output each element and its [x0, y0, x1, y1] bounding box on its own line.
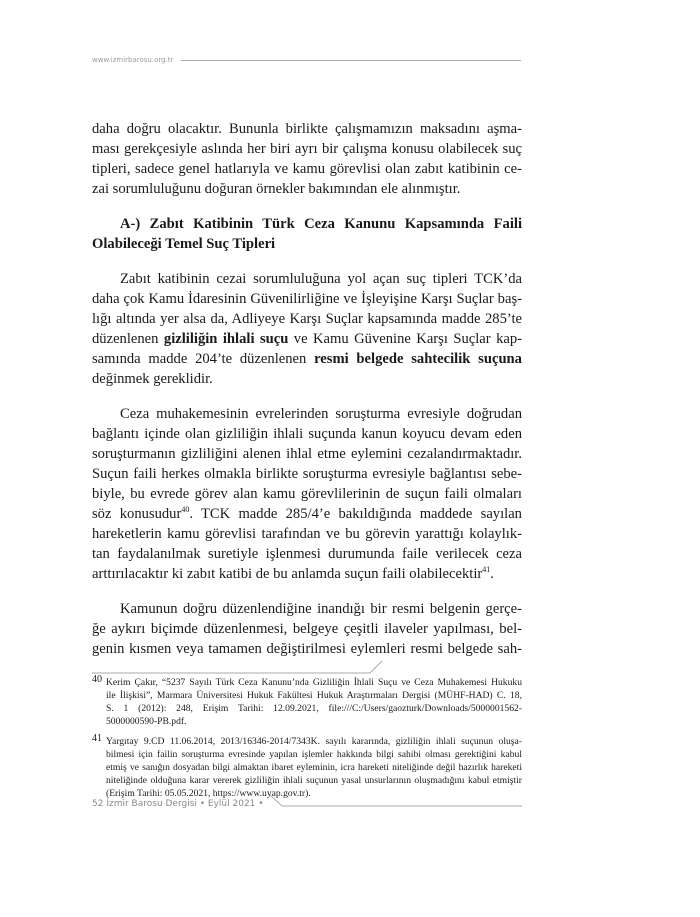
- footnote-line: Kerim Çakır, “5237 Sayılı Türk Ceza Kanunu’nda Gizliliğin İhlali Suçu ve Ceza Muhakemesi Hukuku: [106, 677, 522, 688]
- header-site: www.izmirbarosu.org.tr: [92, 56, 174, 64]
- footnote-separator: [92, 660, 522, 674]
- text-line: [92, 159, 522, 179]
- text-segment: değinmek gereklidir.: [92, 371, 213, 387]
- text-segment: lığı altında yer alsa da, Adliyeye Karşı Suçlar kapsamında madde 285’te: [92, 311, 522, 327]
- text-line: [92, 119, 522, 139]
- paragraph: [92, 269, 522, 389]
- footnote-line: Yargıtay 9.CD 11.06.2014, 2013/16346-2014/7343K. sayılı kararında, gizliliğin ihlali suçunun oluşa-: [106, 736, 522, 747]
- text-segment: A-) Zabıt Katibinin Türk Ceza Kanunu Kapsamında Faili: [120, 216, 522, 232]
- text-segment: Ceza muhakemesinin evrelerinden soruşturma evresiyle doğrudan: [120, 406, 522, 422]
- text-line: [92, 639, 522, 659]
- bold-term: gizliliğin ihlali suçu: [163, 331, 289, 347]
- text-line: [92, 179, 522, 199]
- text-line: [92, 524, 522, 544]
- footer-text: 52 İzmir Barosu Dergisi • Eylül 2021 •: [92, 799, 264, 809]
- footnote-number: 41: [92, 733, 102, 744]
- footnote-line: (Erişim Tarihi: 05.05.2021, https://www.uyap.gov.tr).: [106, 788, 311, 799]
- text-segment: tipleri, sadece genel hatlarıyla ve kamu görevlisi olan zabıt katibinin ce-: [92, 161, 522, 177]
- text-segment: zai sorumluluğunu doğuran örnekler bakımından ele alınmıştır.: [92, 181, 461, 197]
- text-line: [92, 484, 522, 504]
- footnote-line: etmiş ve sanığın dosyadan bilgi almaktan ibaret eyleminin, icra hareketi niteliğinde değil hazırlık hareketi: [106, 762, 522, 773]
- text-segment: .: [490, 566, 494, 582]
- text-line: [92, 289, 522, 309]
- footnote-ref: 41: [482, 565, 491, 575]
- text-segment: . TCK madde 285/4’e bakıldığında maddede sayılan: [189, 506, 522, 522]
- text-line: [92, 619, 522, 639]
- footnote: [92, 735, 522, 800]
- text-segment: ve Kamu Güvenine Karşı Suçlar kap-: [288, 331, 523, 347]
- footnote-line: 5000000590-PB.pdf.: [106, 716, 187, 727]
- paragraph: [92, 404, 522, 584]
- text-line: [92, 269, 522, 289]
- paragraph: [92, 599, 522, 659]
- text-line: [92, 139, 522, 159]
- text-line: [92, 599, 522, 619]
- paragraph: [92, 119, 522, 199]
- text-segment: bağlantı içinde olan gizliliğin ihlali suçunda kanun koyucu devam eden: [92, 426, 522, 442]
- text-line: [92, 444, 522, 464]
- text-segment: arttırılacaktır ki zabıt katibi de bu anlamda suçun faili olabilecektir: [92, 566, 483, 582]
- text-line: [92, 404, 522, 424]
- text-segment: soruşturmanın gizliliğini alenen ihlal etme eylemini cezalandırmaktadır.: [92, 446, 522, 462]
- text-line: [92, 349, 522, 369]
- bold-term: resmi belgede sahtecilik suçuna: [314, 351, 522, 367]
- text-line: [92, 369, 522, 389]
- text-segment: samında madde 204’te düzenlenen: [92, 351, 315, 367]
- text-segment: ğe aykırı biçimde düzenlenmesi, belgeye çeşitli ilaveler yapılması, bel-: [92, 621, 522, 637]
- text-segment: tan faydalanılmak suretiyle işlenmesi durumunda faile verilecek ceza: [92, 546, 522, 562]
- text-segment: Olabileceği Temel Suç Tipleri: [92, 236, 276, 252]
- section-heading: [92, 214, 522, 254]
- footnote: [92, 676, 522, 728]
- text-line: [92, 234, 522, 254]
- text-line: [92, 214, 522, 234]
- footnote-number: 40: [92, 674, 102, 685]
- footnote-line: S. 1 (2012): 248, Erişim Tarihi: 12.09.2021, file:///C:/Users/gaozturk/Downloads/5000001562-: [106, 703, 522, 714]
- text-segment: ması gerekçesiyle aslında her biri ayrı bir çalışma konusu olabilecek suç: [92, 141, 522, 157]
- text-segment: Kamunun doğru düzenlendiğine inandığı bir resmi belgenin gerçe-: [120, 601, 522, 617]
- footnote-line: bilmesi için failin soruşturma evresinde yapılan işlemler hakkında bilgi sahibi olması gerektiğini kabul: [106, 749, 522, 760]
- footer-rule: [270, 794, 522, 808]
- text-segment: söz konusudur: [92, 506, 182, 522]
- text-segment: biyle, bu evrede görev alan kamu görevlilerinin de suçun faili olmaları: [92, 486, 522, 502]
- footnote-ref: 40: [181, 505, 190, 515]
- text-line: [92, 424, 522, 444]
- footnote-line: niteliğinde olduğuna karar vererek gizliliğin ihlali suçunun yasal unsurlarının oluşmadığını kabul etmiştir: [106, 775, 522, 786]
- text-segment: daha doğru olacaktır. Bununla birlikte çalışmamızın maksadını aşma-: [92, 121, 522, 137]
- text-line: [92, 464, 522, 484]
- text-segment: daha çok Kamu İdaresinin Güvenilirliğine ve İşleyişine Karşı Suçlar baş-: [92, 291, 522, 307]
- text-line: [92, 329, 522, 349]
- text-line: [92, 564, 522, 584]
- header-rule: [181, 60, 521, 61]
- text-segment: düzenlenen: [92, 331, 164, 347]
- text-segment: hareketlerin kamu görevlisi tarafından ve bu görevin yarattığı kolaylık-: [92, 526, 522, 542]
- footnote-line: ile İlişkisi”, Marmara Üniversitesi Hukuk Fakültesi Hukuk Araştırmaları Dergisi (MÜHF-HAD) C. 18,: [106, 690, 522, 701]
- text-segment: Zabıt katibinin cezai sorumluluğuna yol açan suç tipleri TCK’da: [120, 271, 522, 287]
- text-line: [92, 309, 522, 329]
- text-line: [92, 504, 522, 524]
- text-segment: genin kısmen veya tamamen değiştirilmesi eylemleri resmi belgede sah-: [92, 641, 522, 657]
- text-segment: Suçun faili herkes olmakla birlikte soruşturma evresiyle bağlantısı sebe-: [92, 466, 522, 482]
- text-line: [92, 544, 522, 564]
